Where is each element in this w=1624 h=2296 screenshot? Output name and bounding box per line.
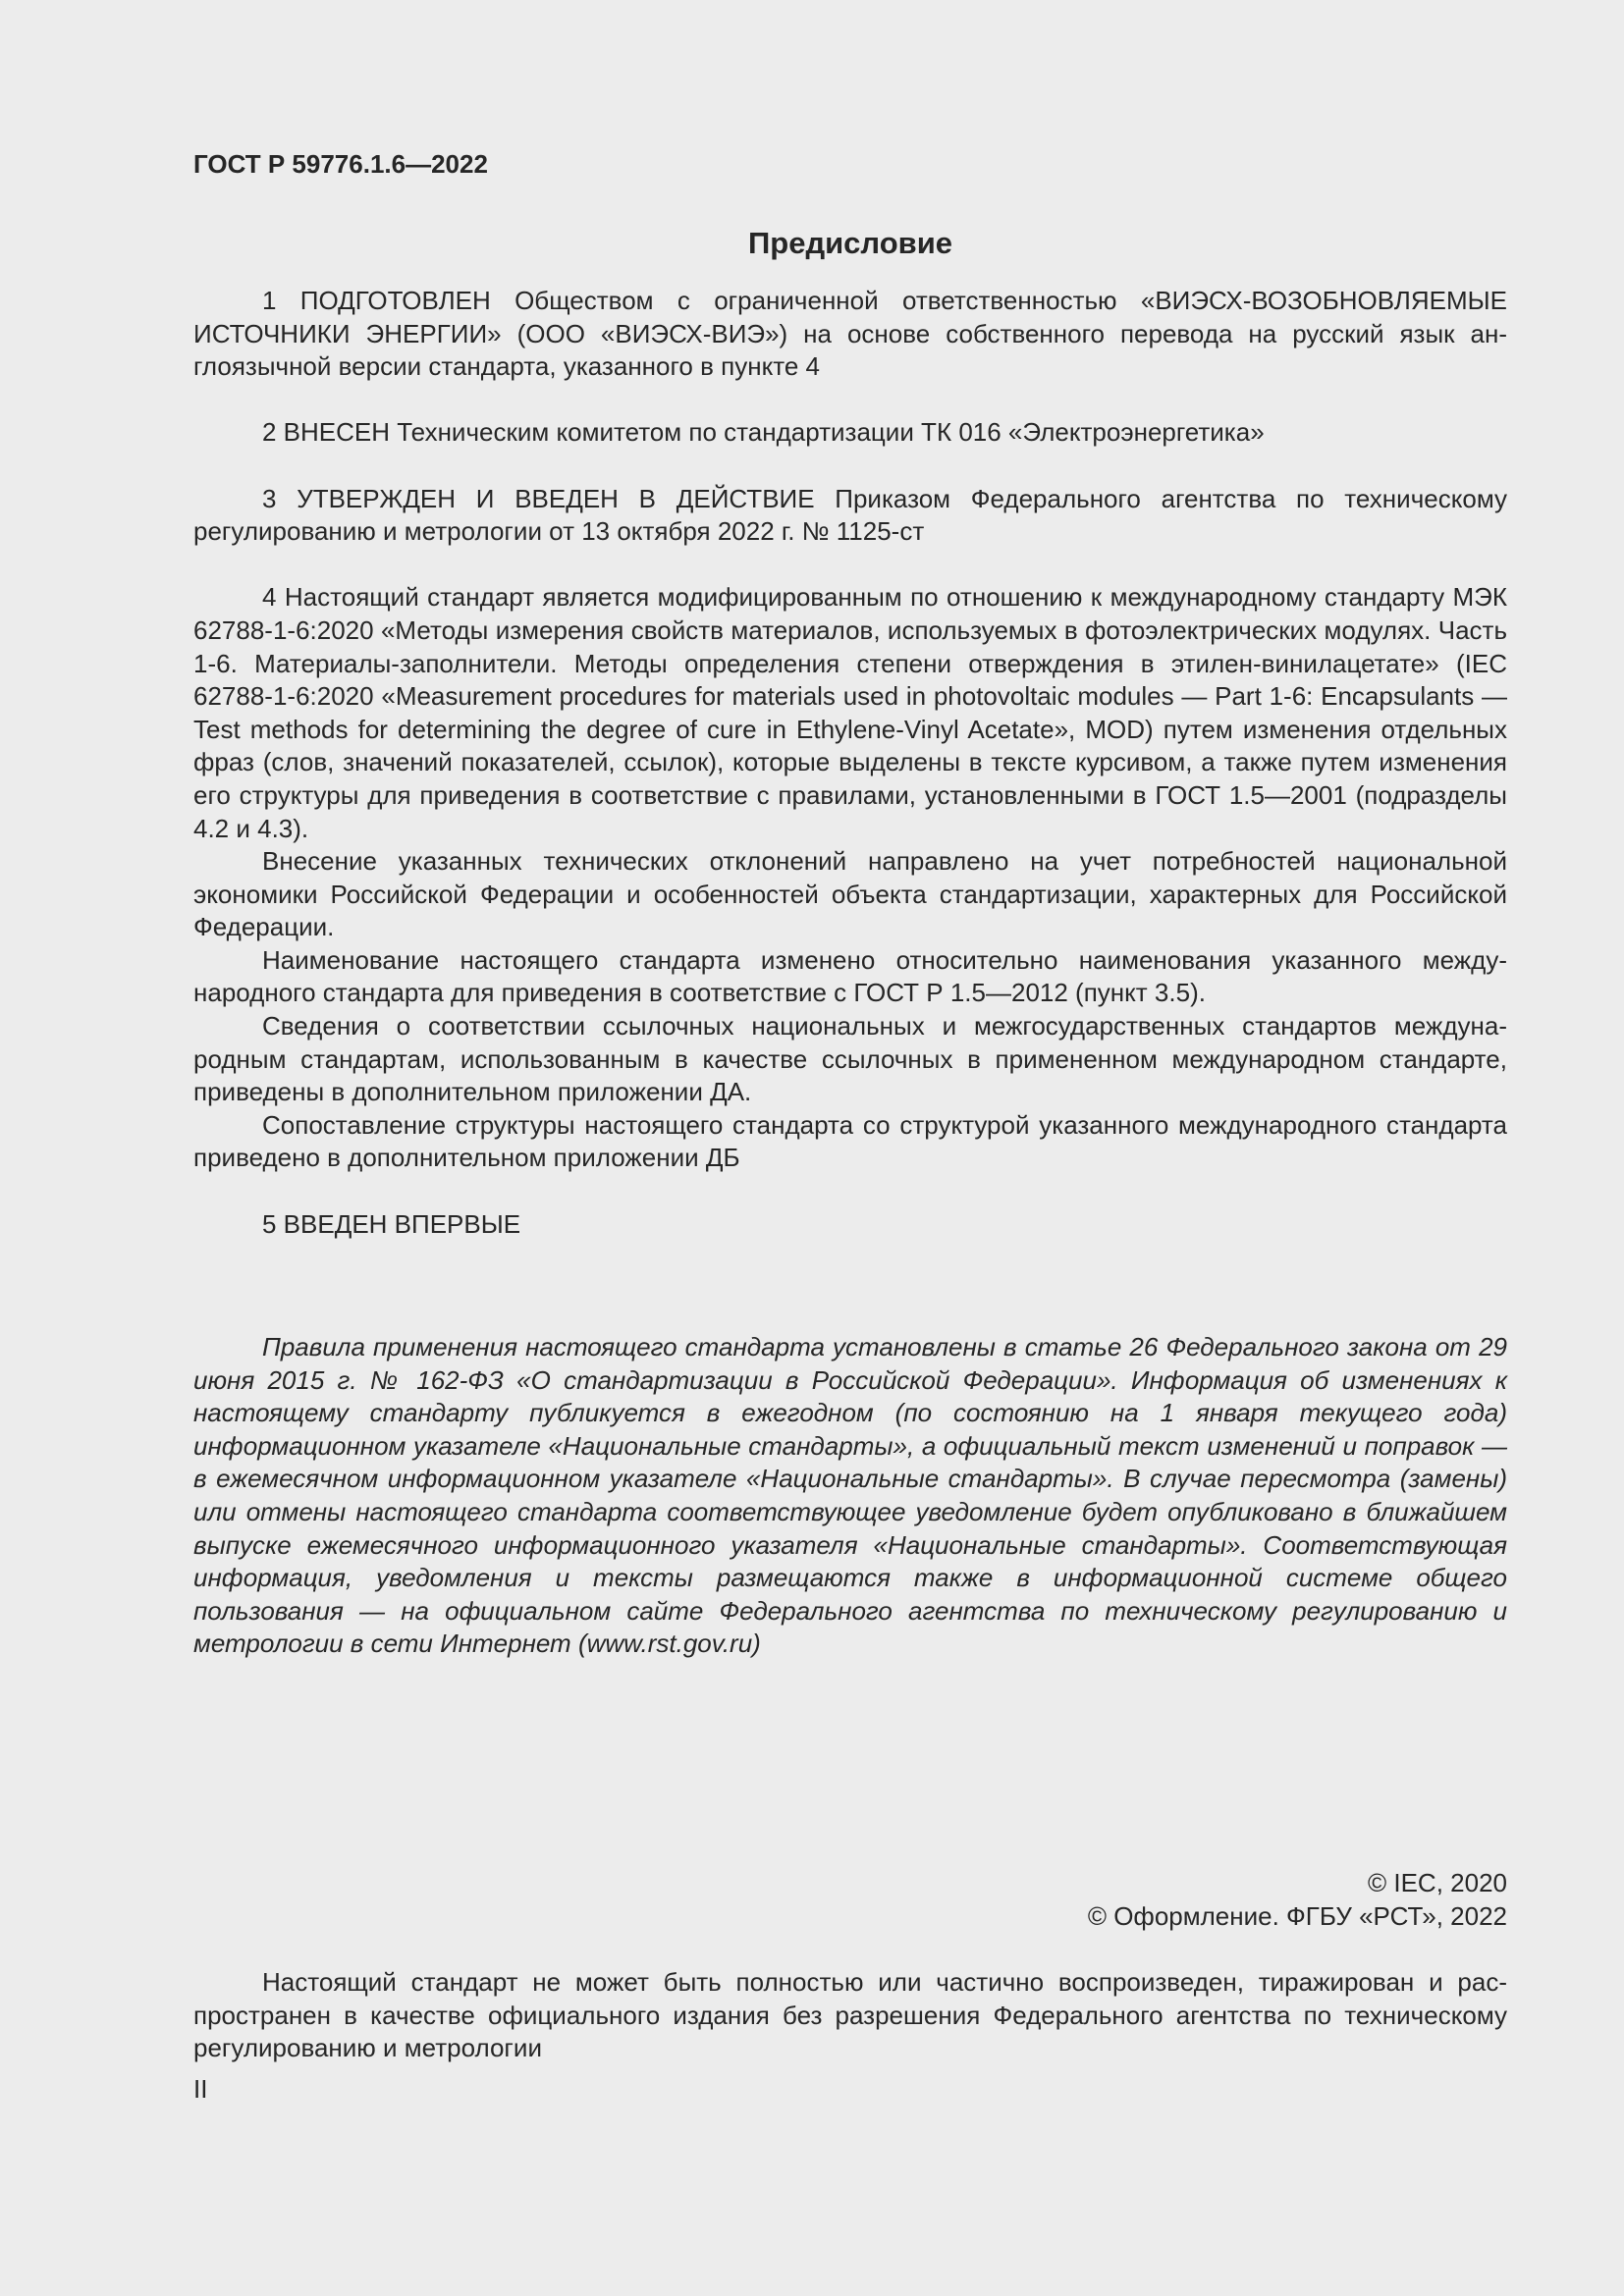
rules-of-application-notice: Правила применения настоящего стандарта установлены в статье 26 Федерального закона от 29 июня 2015 г. № 162-ФЗ «О стандартизации в Российской Федерации». Информация об изменениях к настоящему стандарту публикуется в ежегодном (по состоянию на 1 января текущего года) информационном указателе «Национальные стандарты», а официальный текст изменений и поправок — в ежемесячном информационном указателе «Национальные стандарты». В случае пересмотра (замены) или отмены настоящего стандарта соответствующее уведомление будет опубликовано в ближайшем выпуске ежемесячного информационного указателя «Национальные стандарты». Соответствующая информация, уведомления и тексты размещаются также в информационной системе общего пользования — на официальном сайте Федерального агентства по техническому регулированию и метрологии в сети Интернет (www.rst.gov.ru) bbox=[193, 1332, 1507, 1659]
foreword-item-5: 5 ВВЕДЕН ВПЕРВЫЕ bbox=[262, 1208, 521, 1239]
foreword-item-4-title-change: Наименование настоящего стандарта изменено относительно наименования указанного международного стандарта для приведения в соответствие с ГОСТ Р 1.5—2012 (пункт 3.5). bbox=[193, 944, 1507, 1008]
foreword-item-4-structure: Сопоставление структуры настоящего стандарта со структурой указанного международного стандарта приведено в дополнительном приложении ДБ bbox=[193, 1109, 1507, 1173]
document-page bbox=[193, 0, 1507, 2296]
foreword-item-4-references: Сведения о соответствии ссылочных национальных и межгосударственных стандартов международным стандартам, использованным в качестве ссылочных в примененном международном стандарте, приведены в дополнительном приложении ДА. bbox=[193, 1011, 1507, 1107]
reproduction-notice: Настоящий стандарт не может быть полностью или частично воспроизведен, тиражирован и распространен в качестве официального издания без разрешения Федерального агентства по техническому регулированию и метрологии bbox=[193, 1967, 1507, 2063]
copyright-block bbox=[1088, 1867, 1507, 1933]
foreword-item-2: 2 ВНЕСЕН Техническим комитетом по стандартизации ТК 016 «Электроэнергетика» bbox=[262, 417, 1265, 448]
document-id-header: ГОСТ Р 59776.1.6—2022 bbox=[193, 149, 488, 179]
copyright-iec: © IEC, 2020 bbox=[1367, 1868, 1507, 1897]
foreword-item-4: 4 Настоящий стандарт является модифицированным по отношению к международному стандарту МЭК 62788-1-6:2020 «Методы измерения свойств материалов, используемых в фотоэлектрических модулях. Часть 1-6. Материалы-заполнители. Методы определения степени отверждения в этилен-винилацетате» (IEC 62788-1-6:2020 «Measurement procedures for materials used in photovoltaic modules — Part 1-6: Encapsulants — Test methods for determining the degree of cure in Ethylene-Vinyl Acetate», MOD) путем изменения отдельных фраз (слов, значений показателей, ссылок), которые выделены в тексте курсивом, а также путем изменения его структуры для приведения в соответствие с правилами, установленными в ГОСТ 1.5—2001 (подразделы 4.2 и 4.3). bbox=[193, 582, 1507, 843]
section-title-foreword: Предисловие bbox=[747, 226, 952, 260]
copyright-design: © Оформление. ФГБУ «РСТ», 2022 bbox=[1087, 1900, 1507, 1931]
foreword-item-4-deviations: Внесение указанных технических отклонений направлено на учет потребностей национальной экономики Российской Федерации и особенностей объекта стандартизации, характерных для Российской Федерации. bbox=[193, 846, 1507, 942]
foreword-body bbox=[193, 285, 1507, 1241]
page-number: II bbox=[193, 2074, 208, 2104]
foreword-item-3: 3 УТВЕРЖДЕН И ВВЕДЕН В ДЕЙСТВИЕ Приказом Федерального агентства по техническому регулированию и метрологии от 13 октября 2022 г. № 1125-ст bbox=[193, 483, 1507, 547]
foreword-item-1: 1 ПОДГОТОВЛЕН Обществом с ограниченной ответственностью «ВИЭСХ-ВОЗОБНОВЛЯЕМЫЕ ИСТОЧНИКИ ЭНЕРГИИ» (ООО «ВИЭСХ-ВИЭ») на основе собственного перевода на русский язык англоязычной версии стандарта, указанного в пункте 4 bbox=[193, 286, 1507, 382]
